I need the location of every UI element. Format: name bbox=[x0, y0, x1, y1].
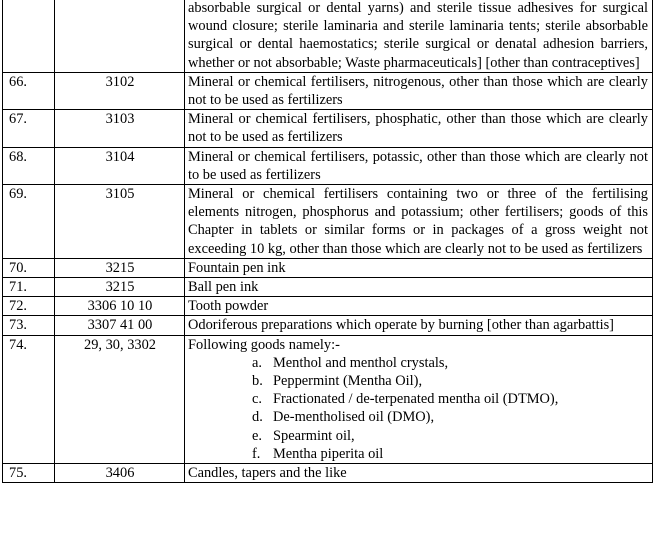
hsn-code: 3105 bbox=[55, 185, 185, 259]
description: Odoriferous preparations which operate by burning [other than agarbattis] bbox=[185, 316, 653, 335]
list-item bbox=[252, 408, 648, 426]
list-item-text: Peppermint (Mentha Oil), bbox=[273, 373, 423, 390]
serial-number: 70. bbox=[3, 258, 55, 277]
hsn-code: 3215 bbox=[55, 278, 185, 297]
table-row bbox=[3, 297, 653, 316]
serial-number bbox=[3, 0, 55, 72]
table-row bbox=[3, 464, 653, 483]
table-row bbox=[3, 110, 653, 147]
list-item bbox=[252, 354, 648, 372]
table-row bbox=[3, 278, 653, 297]
goods-table bbox=[2, 0, 653, 483]
list-item bbox=[252, 390, 648, 408]
hsn-code bbox=[55, 0, 185, 72]
description: absorbable surgical or dental yarns) and sterile tissue adhesives for surgical wound closure; sterile laminaria and sterile laminaria tents; sterile absorbable surgical or dental haemostatics; sterile surgical or denatal adhesion barriers, whether or not absorbable; Waste pharmaceuticals] [other than contraceptives] bbox=[185, 0, 653, 72]
hsn-code: 3406 bbox=[55, 464, 185, 483]
description: Mineral or chemical fertilisers, potassic, other than those which are clearly not to be used as fertilizers bbox=[185, 147, 653, 184]
table-row bbox=[3, 316, 653, 335]
hsn-code: 3307 41 00 bbox=[55, 316, 185, 335]
description: Candles, tapers and the like bbox=[185, 464, 653, 483]
description: Mineral or chemical fertilisers containing two or three of the fertilising elements nitrogen, phosphorus and potassium; other fertilisers; goods of this Chapter in tablets or similar forms or in packages of a gross weight not exceeding 10 kg, other than those which are clearly not to be used as fertilizers bbox=[185, 185, 653, 259]
goods-list bbox=[188, 354, 648, 463]
list-item bbox=[252, 445, 648, 463]
hsn-code: 3215 bbox=[55, 258, 185, 277]
serial-number: 69. bbox=[3, 185, 55, 259]
hsn-code: 3102 bbox=[55, 72, 185, 109]
description: Mineral or chemical fertilisers, nitrogenous, other than those which are clearly not to be used as fertilizers bbox=[185, 72, 653, 109]
list-marker: e. bbox=[252, 427, 262, 444]
list-marker: f. bbox=[252, 445, 261, 462]
hsn-code: 29, 30, 3302 bbox=[55, 335, 185, 463]
serial-number: 68. bbox=[3, 147, 55, 184]
table-row bbox=[3, 185, 653, 259]
table-row bbox=[3, 147, 653, 184]
serial-number: 73. bbox=[3, 316, 55, 335]
serial-number: 75. bbox=[3, 464, 55, 483]
list-item-text: De-mentholised oil (DMO), bbox=[273, 409, 435, 426]
serial-number: 74. bbox=[3, 335, 55, 463]
description: Tooth powder bbox=[185, 297, 653, 316]
description: Mineral or chemical fertilisers, phosphatic, other than those which are clearly not to be used as fertilizers bbox=[185, 110, 653, 147]
list-item-text: Fractionated / de-terpenated mentha oil (DTMO), bbox=[273, 391, 559, 408]
table-row bbox=[3, 0, 653, 72]
description: Following goods namely:- bbox=[188, 336, 340, 353]
list-marker: a. bbox=[252, 354, 262, 371]
table-row bbox=[3, 72, 653, 109]
hsn-code: 3306 10 10 bbox=[55, 297, 185, 316]
list-item-text: Mentha piperita oil bbox=[273, 445, 384, 462]
list-item bbox=[252, 372, 648, 390]
description: Fountain pen ink bbox=[185, 258, 653, 277]
serial-number: 66. bbox=[3, 72, 55, 109]
serial-number: 67. bbox=[3, 110, 55, 147]
list-item-text: Spearmint oil, bbox=[273, 427, 355, 444]
list-item bbox=[252, 427, 648, 445]
table-row bbox=[3, 335, 653, 463]
list-item-text: Menthol and menthol crystals, bbox=[273, 354, 449, 371]
table-row bbox=[3, 258, 653, 277]
serial-number: 72. bbox=[3, 297, 55, 316]
hsn-code: 3104 bbox=[55, 147, 185, 184]
list-marker: c. bbox=[252, 391, 262, 408]
hsn-code: 3103 bbox=[55, 110, 185, 147]
description-cell bbox=[185, 335, 653, 463]
list-marker: b. bbox=[252, 373, 263, 390]
serial-number: 71. bbox=[3, 278, 55, 297]
list-marker: d. bbox=[252, 409, 263, 426]
description: Ball pen ink bbox=[185, 278, 653, 297]
